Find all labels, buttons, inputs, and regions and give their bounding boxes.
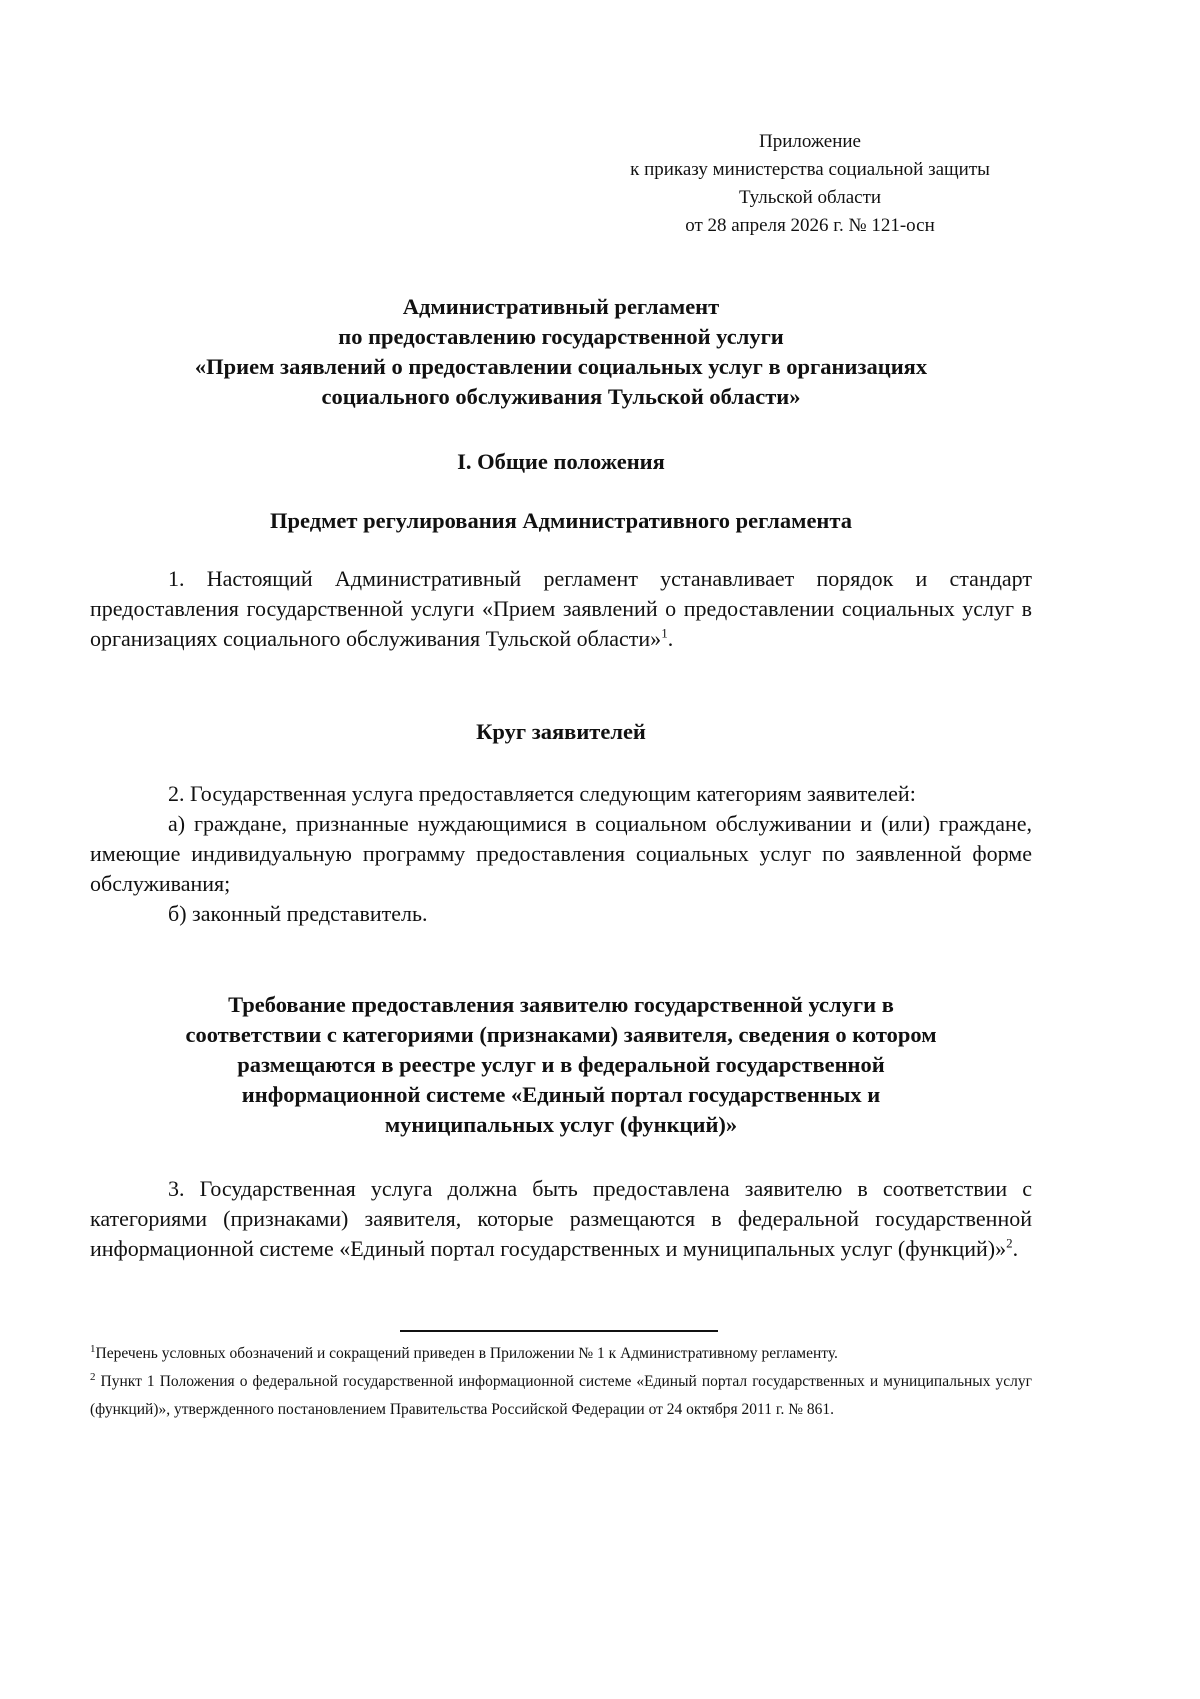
paragraph-2 <box>90 779 1032 929</box>
title-line: «Прием заявлений о предоставлении социальных услуг в организациях <box>194 354 928 379</box>
footnote <box>90 1340 1032 1368</box>
document-title <box>90 292 1032 412</box>
subsection-heading-subject <box>90 506 1032 536</box>
subsection-heading-applicants <box>90 717 1032 747</box>
footnote <box>90 1368 1032 1424</box>
paragraph-text: 1. Настоящий Административный регламент устанавливает порядок и стандарт предоставления государственной услуги «Прием заявлений о предоставлении социальных услуг в организациях социального обслуживания Тульской области» <box>90 566 1032 651</box>
footnote-mark: 1 <box>90 1342 96 1355</box>
subsection-heading-line: информационной системе «Единый портал государственных и <box>241 1082 881 1107</box>
subsection-heading-text: Предмет регулирования Административного регламента <box>270 508 852 533</box>
appendix-header <box>560 128 1060 240</box>
title-line: социального обслуживания Тульской области» <box>321 384 801 409</box>
appendix-order-ref: к приказу министерства социальной защиты <box>630 159 990 180</box>
paragraph-2-intro: 2. Государственная услуга предоставляется следующим категориям заявителей: <box>168 781 916 806</box>
subsection-heading-line: соответствии с категориями (признаками) заявителя, сведения о котором <box>185 1022 937 1047</box>
paragraph-text: 3. Государственная услуга должна быть предоставлена заявителю в соответствии с категориями (признаками) заявителя, которые размещаются в федеральной государственной информационной системе «Единый портал государственных и муниципальных услуг (функций)» <box>90 1176 1032 1261</box>
subsection-heading-requirement <box>90 990 1032 1140</box>
footnote-mark: 2 <box>90 1370 96 1383</box>
footnote-separator <box>400 1330 718 1332</box>
appendix-date-number: от 28 апреля 2026 г. № 121-осн <box>685 215 935 236</box>
title-line: по предоставлению государственной услуги <box>338 324 784 349</box>
footnotes <box>90 1340 1032 1424</box>
footnote-text: Пункт 1 Положения о федеральной государственной информационной системе «Единый портал государственных и муниципальных услуг (функций)», утвержденного постановлением Правительства Российской Федерации от 24 октября 2011 г. № 861. <box>90 1373 1032 1418</box>
footnote-text: Перечень условных обозначений и сокращений приведен в Приложении № 1 к Административному регламенту. <box>95 1345 838 1362</box>
subsection-heading-line: Требование предоставления заявителю государственной услуги в <box>228 992 894 1017</box>
title-line: Административный регламент <box>402 294 720 319</box>
paragraph-2-item-b: б) законный представитель. <box>168 901 428 926</box>
subsection-heading-line: размещаются в реестре услуг и в федеральной государственной <box>237 1052 885 1077</box>
footnote-ref: 2 <box>1006 1235 1013 1251</box>
section-heading-text: I. Общие положения <box>457 449 665 474</box>
appendix-label: Приложение <box>759 131 861 152</box>
paragraph-1 <box>90 564 1032 654</box>
paragraph-end: . <box>1012 1236 1019 1261</box>
footnote-ref: 1 <box>661 625 668 641</box>
section-heading <box>90 447 1032 477</box>
paragraph-2-item-a: а) граждане, признанные нуждающимися в социальном обслуживании и (или) граждане, имеющие индивидуальную программу предоставления социальных услуг по заявленной форме обслуживания; <box>90 811 1032 896</box>
appendix-region: Тульской области <box>738 187 882 208</box>
paragraph-3 <box>90 1174 1032 1264</box>
subsection-heading-line: муниципальных услуг (функций)» <box>384 1112 738 1137</box>
paragraph-end: . <box>667 626 674 651</box>
subsection-heading-text: Круг заявителей <box>476 719 646 744</box>
